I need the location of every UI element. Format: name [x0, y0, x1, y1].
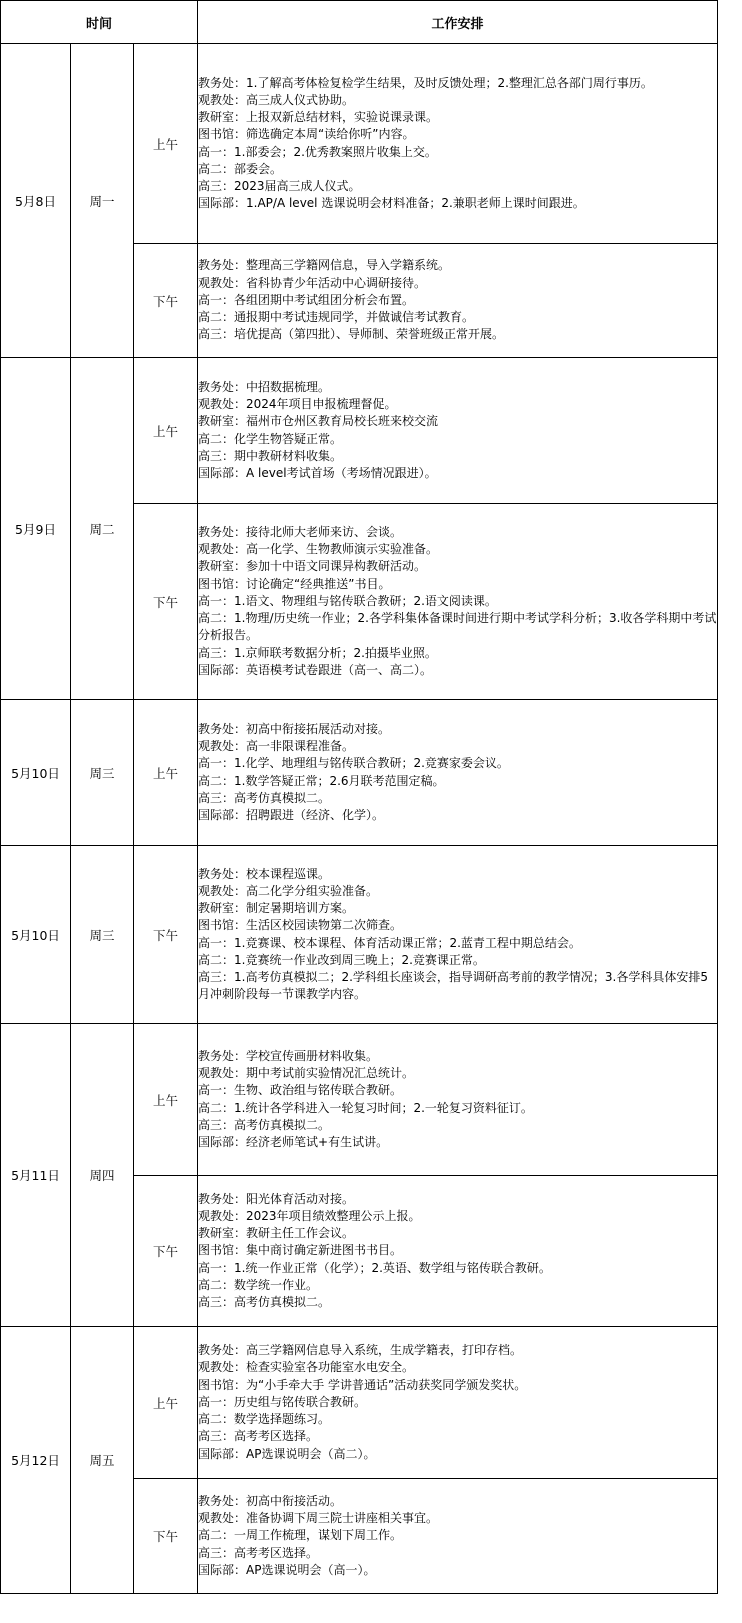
period-cell: 下午 — [134, 846, 198, 1024]
arrangement-line: 观教处：高二化学分组实验准备。 — [198, 883, 379, 898]
arrangement-line: 教务处：1.了解高考体检复检学生结果，及时反馈处理；2.整理汇总各部门周行事历。 — [198, 75, 653, 90]
arrangement-line: 高二：部委会。 — [198, 161, 283, 176]
arrangement-line: 教研室：教研主任工作会议。 — [198, 1226, 355, 1241]
arrangement-line: 教务处：整理高三学籍网信息，导入学籍系统。 — [198, 258, 451, 273]
arrangement-line: 高三：期中教研材料收集。 — [198, 448, 343, 463]
period-cell: 上午 — [134, 44, 198, 244]
arrangement-line: 图书馆：为“小手牵大手 学讲普通话”活动获奖同学颁发奖状。 — [198, 1377, 527, 1392]
arrangement-line: 高三：高考仿真模拟二。 — [198, 1295, 331, 1309]
arrangement-line: 高二：一周工作梳理，谋划下周工作。 — [198, 1528, 403, 1543]
arrangement-line: 高三：高考仿真模拟二。 — [198, 1117, 331, 1132]
date-cell: 5月8日 — [1, 44, 71, 358]
arrangement-line: 高二：1.统计各学科进入一轮复习时间；2.一轮复习资料征订。 — [198, 1100, 533, 1115]
arrangement-line: 教务处：接待北师大老师来访、会谈。 — [198, 525, 403, 540]
arrangement-line: 国际部：AP选课说明会（高二）。 — [198, 1446, 376, 1461]
weekday-cell: 周五 — [71, 1327, 134, 1594]
date-cell: 5月10日 — [1, 700, 71, 846]
date-cell: 5月11日 — [1, 1024, 71, 1327]
arrangement-line: 高一：1.部委会；2.优秀教案照片收集上交。 — [198, 144, 437, 159]
arrangement-line: 国际部：A level考试首场（考场情况跟进）。 — [198, 465, 437, 480]
arrangement-line: 高一：1.化学、地理组与铭传联合教研；2.竞赛家委会议。 — [198, 756, 509, 771]
arrangement-line: 高三：高考考区选择。 — [198, 1545, 319, 1560]
arrangement-line: 教务处：初高中衔接活动。 — [198, 1493, 343, 1508]
date-cell: 5月9日 — [1, 358, 71, 700]
arrangement-line: 教务处：阳光体育活动对接。 — [198, 1191, 355, 1206]
weekday-cell: 周三 — [71, 846, 134, 1024]
period-cell: 上午 — [134, 358, 198, 504]
arrangement-line: 观教处：2024年项目申报梳理督促。 — [198, 397, 397, 412]
arrangement-line: 国际部：招聘跟进（经济、化学）。 — [198, 807, 385, 822]
period-cell: 上午 — [134, 700, 198, 846]
work-header: 工作安排 — [198, 1, 718, 44]
arrangement-line: 高二：数学选择题练习。 — [198, 1412, 331, 1427]
arrangement-line: 观教处：期中考试前实验情况汇总统计。 — [198, 1066, 415, 1081]
arrangement-cell — [198, 1176, 718, 1327]
arrangement-line: 教务处：初高中衔接拓展活动对接。 — [198, 721, 391, 736]
arrangement-line: 高一：1.竞赛课、校本课程、体育活动课正常；2.蓝青工程中期总结会。 — [198, 935, 581, 950]
arrangement-line: 图书馆：集中商讨确定新进图书书目。 — [198, 1243, 403, 1258]
arrangement-line: 教研室：参加十中语文同课异构教研活动。 — [198, 559, 427, 574]
arrangement-line: 国际部：1.AP/A level 选课说明会材料准备；2.兼职老师上课时间跟进。 — [198, 196, 585, 211]
arrangement-line: 高一：1.统一作业正常（化学）；2.英语、数学组与铭传联合教研。 — [198, 1260, 551, 1275]
arrangement-line: 高三：高考仿真模拟二。 — [198, 790, 331, 805]
arrangement-line: 高二：1.数学答疑正常；2.6月联考范围定稿。 — [198, 773, 445, 788]
header-row — [1, 1, 718, 44]
period-cell: 下午 — [134, 1479, 198, 1594]
arrangement-line: 高三：培优提高（第四批）、导师制、荣誉班级正常开展。 — [198, 327, 505, 342]
arrangement-line: 教务处：学校宣传画册材料收集。 — [198, 1048, 379, 1063]
arrangement-line: 教务处：中招数据梳理。 — [198, 379, 331, 394]
period-cell: 上午 — [134, 1024, 198, 1176]
time-header: 时间 — [1, 1, 198, 44]
arrangement-line: 观教处：高三成人仪式协助。 — [198, 92, 355, 107]
arrangement-line: 图书馆：筛选确定本周“读给你听”内容。 — [198, 127, 415, 142]
arrangement-line: 高二：化学生物答疑正常。 — [198, 431, 343, 446]
arrangement-line: 高一：历史组与铭传联合教研。 — [198, 1394, 367, 1409]
period-cell: 下午 — [134, 504, 198, 700]
weekday-cell: 周四 — [71, 1024, 134, 1327]
date-cell: 5月10日 — [1, 846, 71, 1024]
period-cell: 上午 — [134, 1327, 198, 1479]
period-cell: 下午 — [134, 244, 198, 358]
arrangement-cell — [198, 700, 718, 846]
arrangement-cell — [198, 244, 718, 358]
arrangement-line: 高二：1.竞赛统一作业改到周三晚上；2.竞赛课正常。 — [198, 952, 485, 967]
arrangement-line: 观教处：高一非限课程准备。 — [198, 739, 355, 754]
arrangement-line: 图书馆：生活区校园读物第二次筛查。 — [198, 918, 403, 933]
arrangement-cell — [198, 1327, 718, 1479]
arrangement-line: 高一：各组团期中考试组团分析会布置。 — [198, 292, 415, 307]
arrangement-line: 观教处：检查实验室各功能室水电安全。 — [198, 1360, 415, 1375]
schedule-row — [1, 44, 718, 244]
weekday-cell: 周三 — [71, 700, 134, 846]
arrangement-line: 高一：生物、政治组与铭传联合教研。 — [198, 1083, 403, 1098]
schedule-row — [1, 700, 718, 846]
arrangement-line: 国际部：AP选课说明会（高一）。 — [198, 1562, 376, 1577]
schedule-row — [1, 1327, 718, 1479]
arrangement-line: 高一：1.语文、物理组与铭传联合教研；2.语文阅读课。 — [198, 593, 497, 608]
weekday-cell: 周一 — [71, 44, 134, 358]
arrangement-cell — [198, 44, 718, 244]
schedule-row — [1, 1024, 718, 1176]
arrangement-cell — [198, 358, 718, 504]
arrangement-line: 高三：高考考区选择。 — [198, 1429, 319, 1444]
arrangement-line: 高三：1.高考仿真模拟二；2.学科组长座谈会，指导调研高考前的教学情况；3.各学科具体安排5月冲刺阶段每一节课教学内容。 — [198, 969, 709, 1002]
arrangement-line: 高三：1.京师联考数据分析；2.拍摄毕业照。 — [198, 645, 437, 660]
arrangement-cell — [198, 846, 718, 1024]
arrangement-line: 观教处：省科协青少年活动中心调研接待。 — [198, 275, 427, 290]
weekday-cell: 周二 — [71, 358, 134, 700]
arrangement-line: 教研室：福州市仓州区教育局校长班来校交流 — [198, 414, 439, 429]
date-cell: 5月12日 — [1, 1327, 71, 1594]
arrangement-line: 教务处：高三学籍网信息导入系统，生成学籍表，打印存档。 — [198, 1343, 523, 1358]
arrangement-cell — [198, 1479, 718, 1594]
schedule-row — [1, 846, 718, 1024]
arrangement-line: 高二：通报期中考试违规同学，并做诚信考试教育。 — [198, 310, 475, 325]
arrangement-line: 高二：数学统一作业。 — [198, 1277, 319, 1292]
arrangement-line: 教研室：上报双新总结材料，实验说课录课。 — [198, 110, 439, 125]
arrangement-line: 观教处：2023年项目绩效整理公示上报。 — [198, 1208, 421, 1223]
arrangement-line: 国际部：经济老师笔试+有生试讲。 — [198, 1134, 389, 1149]
schedule-row — [1, 358, 718, 504]
arrangement-cell — [198, 504, 718, 700]
arrangement-line: 图书馆：讨论确定“经典推送”书目。 — [198, 576, 391, 591]
arrangement-line: 观教处：高一化学、生物教师演示实验准备。 — [198, 542, 439, 557]
arrangement-cell — [198, 1024, 718, 1176]
arrangement-line: 观教处：准备协调下周三院士讲座相关事宜。 — [198, 1511, 439, 1526]
arrangement-line: 高三：2023届高三成人仪式。 — [198, 178, 361, 193]
period-cell: 下午 — [134, 1176, 198, 1327]
arrangement-line: 教务处：校本课程巡课。 — [198, 866, 331, 881]
arrangement-line: 教研室：制定暑期培训方案。 — [198, 901, 355, 916]
arrangement-line: 高二：1.物理/历史统一作业；2.各学科集体备课时间进行期中考试学科分析；3.收各学科期中考试分析报告。 — [198, 611, 717, 643]
arrangement-line: 国际部：英语模考试卷跟进（高一、高二）。 — [198, 662, 433, 677]
